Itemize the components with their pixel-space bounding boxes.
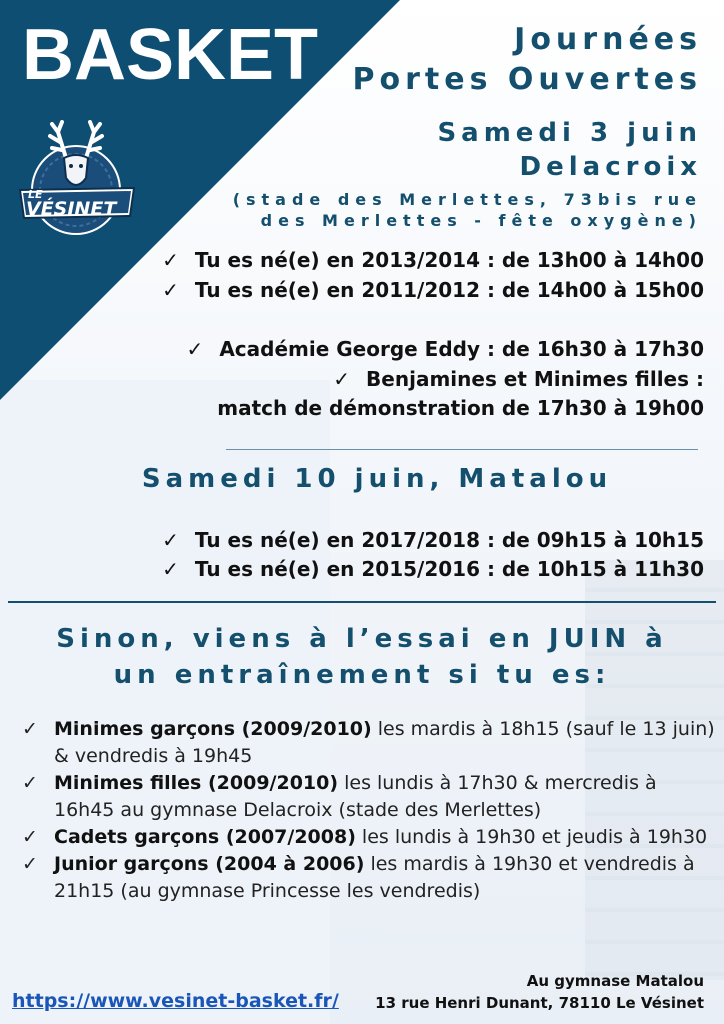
check-icon: ✓ [162,248,179,272]
event-title-line1: Journées [514,22,702,57]
logo-text-vesinet: VÉSINET [26,198,117,220]
check-icon: ✓ [162,528,179,552]
day1-address-line1: (stade des Merlettes, 73bis rue [232,190,702,209]
website-link[interactable]: https://www.vesinet-basket.fr/ [12,990,339,1012]
check-icon: ✓ [22,853,38,875]
venue-address [375,970,704,1014]
venue-name: Au gymnase Matalou [526,972,704,990]
page-title: BASKET [22,15,319,95]
training-item: ✓ Minimes filles (2009/2010) les lundis à 17h30 & mercredis à 16h45 au gymnase Delacroix (stade des Merlettes) [22,772,657,821]
check-icon: ✓ [186,337,204,361]
check-icon: ✓ [162,557,179,581]
training-item: ✓ Minimes garçons (2009/2010) les mardis à 18h15 (sauf le 13 juin) & vendredis à 19h45 [22,718,715,767]
day1-date: Samedi 3 juin [437,118,702,148]
day2-date: Samedi 10 juin, Matalou [141,464,613,494]
section-divider [8,601,716,603]
training-item: ✓ Junior garçons (2004 à 2006) les mardis à 19h30 et vendredis à 21h15 (au gymnase Princesse les vendredis) [22,853,695,902]
day1-item: ✓ Benjamines et Minimes filles : [333,367,704,391]
check-icon: ✓ [22,718,38,740]
training-item: ✓ Cadets garçons (2007/2008) les lundis à 19h30 et jeudis à 19h30 [22,824,722,851]
day1-item: ✓ Académie George Eddy : de 16h30 à 17h30 [186,337,704,361]
day1-item: ✓ Tu es né(e) en 2011/2012 : de 14h00 à 15h00 [162,278,704,302]
logo-text-le: LE [28,188,43,201]
check-icon: ✓ [162,278,179,302]
day1-item: ✓ Tu es né(e) en 2013/2014 : de 13h00 à 14h00 [162,248,704,272]
check-icon: ✓ [333,367,351,391]
day1-place: Delacroix [519,152,702,182]
divider [226,449,698,450]
day1-address-line2: des Merlettes - fête oxygène) [260,211,702,230]
event-title-line2: Portes Ouvertes [352,62,702,97]
training-list [22,716,722,905]
invite-heading-line1: Sinon, viens à l’essai en JUIN à [56,624,668,654]
venue-street: 13 rue Henri Dunant, 78110 Le Vésinet [375,994,704,1012]
invite-heading-line2: un entraînement si tu es: [113,660,611,690]
day1-item-continuation: match de démonstration de 17h30 à 19h00 [217,396,704,420]
check-icon: ✓ [22,772,38,794]
day2-item: ✓ Tu es né(e) en 2015/2016 : de 10h15 à 11h30 [162,557,704,581]
stag-logo-icon [14,118,146,240]
day2-item: ✓ Tu es né(e) en 2017/2018 : de 09h15 à 10h15 [162,528,704,552]
check-icon: ✓ [22,826,38,848]
